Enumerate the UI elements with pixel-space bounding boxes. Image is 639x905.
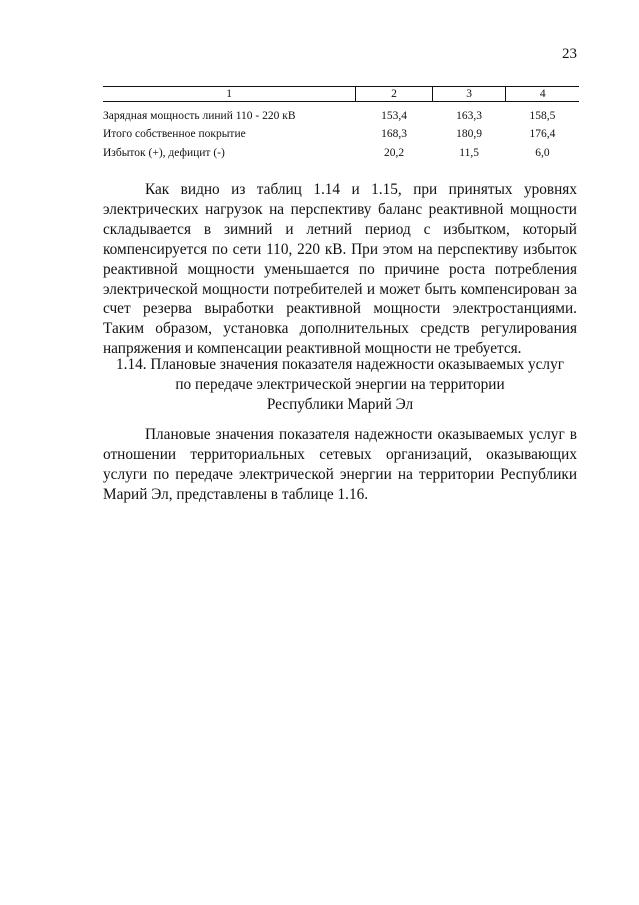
table-row	[103, 102, 579, 125]
column-header-1: 1	[103, 87, 356, 102]
page-number: 23	[562, 46, 577, 62]
table-row	[103, 124, 579, 143]
table-header-row	[103, 87, 579, 102]
column-header-2: 2	[356, 87, 433, 102]
reactive-power-balance-table	[103, 86, 579, 162]
table-cell: 11,5	[459, 146, 479, 159]
heading-line: Республики Марий Эл	[266, 395, 414, 413]
body-paragraph-reliability: Плановые значения показателя надежности оказываемых услуг в отношении территориальных сетевых организаций, оказывающих услуги по передаче электрической энергии на территории Республики Марий Эл, представлены в таблице 1.16.	[103, 426, 577, 503]
column-header-3: 3	[432, 87, 506, 102]
heading-line: по передаче электрической энергии на территории	[175, 375, 505, 393]
table-row	[103, 143, 579, 162]
row-label: Избыток (+), дефицит (-)	[103, 146, 225, 159]
table-cell: 153,4	[381, 109, 407, 122]
heading-line: 1.14. Плановые значения показателя надежности оказываемых услуг	[116, 356, 564, 373]
table-cell: 6,0	[535, 146, 550, 159]
column-header-4: 4	[506, 87, 579, 102]
row-label: Зарядная мощность линий 110 - 220 кВ	[103, 109, 296, 122]
table-cell: 168,3	[381, 127, 407, 140]
section-heading	[103, 355, 577, 415]
table-cell: 180,9	[456, 127, 483, 140]
row-label: Итого собственное покрытие	[103, 127, 246, 140]
body-paragraph-conclusion: Как видно из таблиц 1.14 и 1.15, при принятых уровнях электрических нагрузок на перспективу баланс реактивной мощности складывается в зимний и летний период с избытком, который компенсируется по сети 110, 220 кВ. При этом на перспективу избыток реактивной мощности уменьшается по причине роста потребления электрической мощности потребителей и может быть компенсирован за счет резерва выработки реактивной мощности электростанциями. Таким образом, установка дополнительных средств регулирования напряжения и компенсации реактивной мощности не требуется.	[103, 181, 577, 358]
table-cell: 20,2	[383, 146, 405, 159]
table-cell: 176,4	[529, 127, 556, 140]
table-cell: 163,3	[456, 109, 483, 122]
table-cell: 158,5	[529, 109, 556, 122]
